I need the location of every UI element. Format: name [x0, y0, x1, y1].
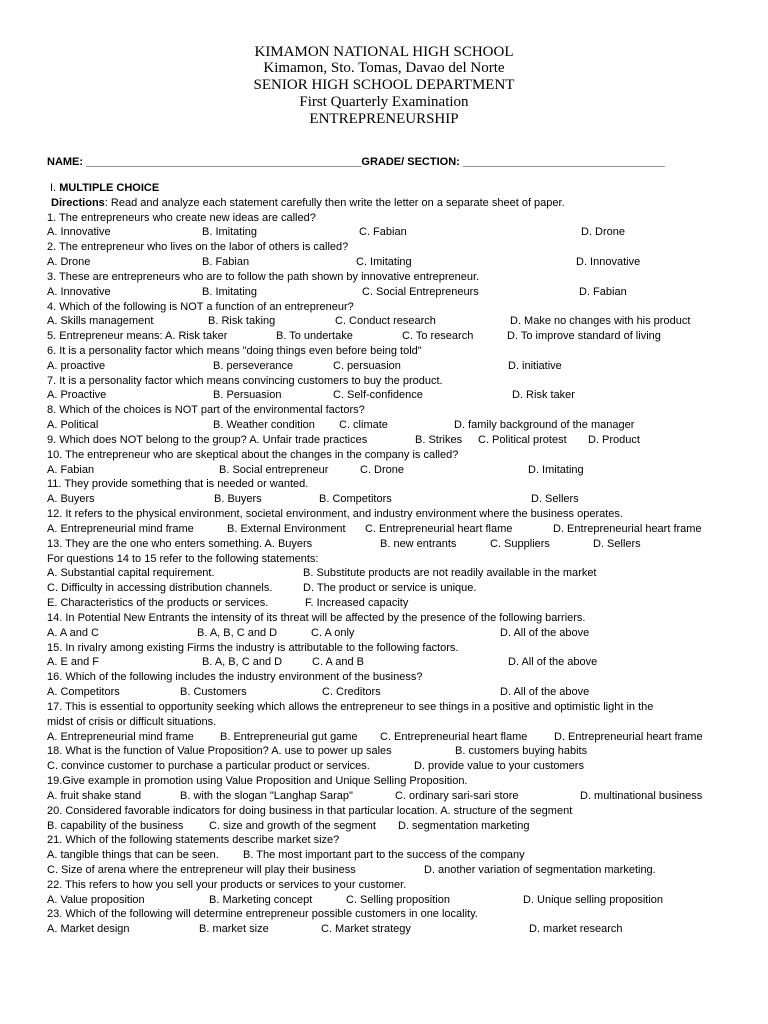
option-d: D. All of the above — [508, 656, 598, 669]
option-b: B. perseverance — [213, 359, 294, 372]
option-b: B. customers buying habits — [455, 745, 588, 758]
stem-row — [0, 878, 768, 893]
option-b: B. Marketing concept — [209, 893, 313, 906]
option-a: A. proactive — [47, 359, 106, 372]
statement-d: D. The product or service is unique. — [303, 582, 477, 595]
options-row — [0, 626, 768, 641]
question-stem: 5. Entrepreneur means: — [47, 330, 163, 343]
option-a: A. Entrepreneurial mind frame — [47, 522, 194, 535]
options-row — [0, 848, 768, 863]
option-d: D. Sellers — [531, 493, 579, 506]
options-row — [0, 418, 768, 433]
option-d: D. Unique selling proposition — [523, 893, 664, 906]
options-row — [0, 759, 768, 774]
option-a: A. Fabian — [47, 463, 95, 476]
options-row — [0, 893, 768, 908]
option-c: C. Size of arena where the entrepreneur will play their business — [47, 863, 356, 876]
option-b: B. market size — [199, 923, 269, 936]
statement-e: E. Characteristics of the products or services. — [47, 597, 269, 610]
option-b: B. Strikes — [415, 433, 463, 446]
option-c: C. Suppliers — [490, 537, 550, 550]
option-c: B. Competitors — [319, 493, 392, 506]
question-stem: 14. In Potential New Entrants the intensity of its threat will be affected by the presence of the following barriers. — [47, 611, 586, 624]
option-b: B. Social entrepreneur — [219, 463, 329, 476]
reference-intro-row — [0, 552, 768, 567]
option-c: C. To research — [402, 330, 474, 343]
question-4 — [0, 300, 768, 330]
question-17 — [0, 700, 768, 744]
options-row — [0, 522, 768, 537]
question-22 — [0, 878, 768, 908]
option-b: B. Customers — [180, 686, 247, 699]
option-d: D. Fabian — [579, 285, 627, 298]
question-stem: 7. It is a personality factor which means convincing customers to buy the product. — [47, 374, 443, 387]
stem-row — [0, 344, 768, 359]
section-heading — [0, 181, 768, 196]
directions-label: Directions — [51, 196, 105, 209]
option-d: D. Make no changes with his product — [510, 315, 691, 328]
question-19 — [0, 774, 768, 804]
question-18 — [0, 744, 768, 774]
question-1 — [0, 211, 768, 241]
question-12 — [0, 507, 768, 537]
exam-header — [0, 44, 768, 128]
name-label: NAME: — [47, 155, 87, 168]
option-d: D. provide value to your customers — [414, 760, 584, 773]
stem-options-row — [0, 433, 768, 448]
option-a: A. Proactive — [47, 389, 107, 402]
name-blank: _____________________________________________ — [86, 155, 362, 168]
stem-options-row — [0, 329, 768, 344]
option-c: C. Entrepreneurial heart flame — [365, 522, 513, 535]
stem-row — [0, 670, 768, 685]
stem-row — [0, 211, 768, 226]
department-name: SENIOR HIGH SCHOOL DEPARTMENT — [253, 77, 515, 94]
options-row — [0, 685, 768, 700]
stem-row — [0, 700, 768, 715]
statement-c: C. Difficulty in accessing distribution channels. — [47, 582, 273, 595]
question-stem: 18. What is the function of Value Proposition? — [47, 745, 269, 758]
question-20 — [0, 804, 768, 834]
exam-body — [0, 181, 768, 937]
stem-row — [0, 507, 768, 522]
options-row — [0, 359, 768, 374]
option-a: A. Innovative — [47, 285, 111, 298]
question-stem: 22. This refers to how you sell your products or services to your customer. — [47, 878, 407, 891]
option-a: A. E and F — [47, 656, 99, 669]
option-c: C. Self-confidence — [333, 389, 423, 402]
question-15 — [0, 641, 768, 671]
options-row — [0, 655, 768, 670]
section-title: MULTIPLE CHOICE — [59, 181, 160, 194]
stem-row — [0, 240, 768, 255]
options-row — [0, 730, 768, 745]
option-d: D. Entrepreneurial heart frame — [554, 730, 703, 743]
question-stem: 8. Which of the choices is NOT part of the environmental factors? — [47, 404, 365, 417]
directions-text: : Read and analyze each statement carefully then write the letter on a separate sheet of paper. — [104, 196, 565, 209]
option-a: A. Buyers — [47, 493, 95, 506]
option-d: D. another variation of segmentation marketing. — [424, 863, 656, 876]
option-a: A. Buyers — [264, 537, 313, 550]
stem-row — [0, 403, 768, 418]
question-stem: 20. Considered favorable indicators for doing business in that particular location. — [47, 804, 438, 817]
question-stem: 6. It is a personality factor which means "doing things even before being told" — [47, 345, 422, 357]
option-c: C. Imitating — [356, 256, 412, 269]
directions — [0, 196, 768, 211]
options-row — [0, 819, 768, 834]
option-d: D. family background of the manager — [454, 419, 635, 432]
stem-row — [0, 270, 768, 285]
option-b: B. Imitating — [202, 285, 258, 298]
option-b: B. Persuasion — [213, 389, 282, 402]
option-a: A. Competitors — [47, 686, 120, 699]
question-14 — [0, 611, 768, 641]
option-b: B. Imitating — [202, 226, 258, 239]
exam-title: First Quarterly Examination — [299, 93, 469, 110]
question-13 — [0, 537, 768, 552]
question-stem: 17. This is essential to opportunity seeking which allows the entrepreneur to see things in a positive and optimistic light in the — [47, 700, 654, 713]
option-b: B. External Environment — [227, 522, 346, 535]
option-c: C. climate — [339, 419, 388, 432]
option-a: A. Skills management — [47, 315, 154, 328]
reference-row — [0, 596, 768, 611]
stem-row — [0, 477, 768, 492]
option-d: D. Innovative — [576, 256, 641, 269]
option-c: C. size and growth of the segment — [209, 819, 376, 832]
question-stem: 11. They provide something that is needed or wanted. — [47, 478, 309, 491]
option-b: B. capability of the business — [47, 819, 184, 832]
options-row — [0, 255, 768, 270]
question-stem: 13. They are the one who enters something. — [47, 537, 263, 550]
option-a: A. Innovative — [47, 226, 111, 239]
option-a: A. fruit shake stand — [47, 789, 142, 802]
option-b: B. The most important part to the success of the company — [243, 849, 525, 862]
question-stem: 19.Give example in promotion using Value Proposition and Unique Selling Proposition. — [47, 775, 468, 788]
option-d: D. Product — [588, 433, 640, 446]
question-5 — [0, 329, 768, 344]
subject-title: ENTREPRENEURSHIP — [309, 110, 459, 127]
option-a: A. Risk taker — [165, 330, 228, 343]
stem-row-continued — [0, 715, 768, 730]
question-stem: 2. The entrepreneur who lives on the labor of others is called? — [47, 241, 349, 254]
stem-row — [0, 611, 768, 626]
option-b: B. To undertake — [276, 330, 353, 343]
option-d: D. All of the above — [500, 626, 590, 639]
options-row — [0, 863, 768, 878]
stem-options-row — [0, 744, 768, 759]
option-c: C. Creditors — [322, 686, 381, 699]
option-d: D. Entrepreneurial heart frame — [553, 522, 702, 535]
option-c: C. Political protest — [478, 433, 567, 446]
option-a: A. use to power up sales — [271, 745, 392, 758]
option-c: C. convince customer to purchase a particular product or services. — [47, 760, 370, 773]
question-23 — [0, 907, 768, 937]
option-a: A. Market design — [47, 923, 130, 936]
question-stem: 3. These are entrepreneurs who are to follow the path shown by innovative entrepreneur. — [47, 270, 480, 283]
option-c: C. A and B — [312, 656, 364, 669]
option-b: B. Entrepreneurial gut game — [220, 730, 358, 743]
option-c: C. Market strategy — [321, 923, 411, 936]
question-stem: 1. The entrepreneurs who create new ideas are called? — [47, 211, 316, 224]
option-c: C. Entrepreneurial heart flame — [380, 730, 528, 743]
options-row — [0, 789, 768, 804]
option-b: B. new entrants — [380, 537, 457, 550]
option-d: D. multinational business — [580, 789, 703, 802]
options-row — [0, 922, 768, 937]
options-row — [0, 388, 768, 403]
stem-options-row — [0, 804, 768, 819]
option-b: B. Fabian — [202, 256, 250, 269]
option-a: A. Unfair trade practices — [249, 433, 368, 446]
option-b: B. A, B, C and D — [197, 626, 278, 639]
reference-statements — [0, 552, 768, 611]
option-a: A. Drone — [47, 256, 91, 269]
question-stem: 15. In rivalry among existing Firms the industry is attributable to the following factors. — [47, 641, 459, 654]
question-7 — [0, 374, 768, 404]
option-d: D. segmentation marketing — [398, 819, 530, 832]
option-d: D. Sellers — [593, 537, 641, 550]
stem-row — [0, 448, 768, 463]
option-d: D. Risk taker — [512, 389, 575, 402]
stem-row — [0, 833, 768, 848]
options-row — [0, 285, 768, 300]
option-d: D. Drone — [581, 226, 626, 239]
option-d: D. initiative — [508, 359, 562, 372]
reference-row — [0, 566, 768, 581]
option-d: D. All of the above — [500, 686, 590, 699]
option-d: D. Imitating — [528, 463, 584, 476]
statement-b: B. Substitute products are not readily available in the market — [303, 567, 597, 580]
option-b: B. A, B, C and D — [202, 656, 283, 669]
question-9 — [0, 433, 768, 448]
question-stem-continued: midst of crisis or difficult situations. — [47, 715, 217, 728]
question-10 — [0, 448, 768, 478]
statement-f: F. Increased capacity — [305, 597, 409, 610]
option-d: D. market research — [529, 923, 623, 936]
option-b: B. Buyers — [214, 493, 262, 506]
option-d: D. To improve standard of living — [507, 330, 661, 343]
options-row — [0, 463, 768, 478]
question-16 — [0, 670, 768, 700]
question-2 — [0, 240, 768, 270]
statement-a: A. Substantial capital requirement. — [47, 567, 215, 580]
stem-row — [0, 300, 768, 315]
option-b: B. Risk taking — [208, 315, 276, 328]
question-21 — [0, 833, 768, 877]
option-a: A. Entrepreneurial mind frame — [47, 730, 194, 743]
question-3 — [0, 270, 768, 300]
option-c: C. Fabian — [359, 226, 407, 239]
options-row — [0, 314, 768, 329]
option-a: A. tangible things that can be seen. — [47, 849, 219, 862]
stem-row — [0, 774, 768, 789]
option-a: A. structure of the segment — [440, 804, 573, 817]
stem-row — [0, 374, 768, 389]
option-c: C. ordinary sari-sari store — [395, 789, 519, 802]
options-row — [0, 225, 768, 240]
section-number: I. — [50, 181, 57, 194]
options-row — [0, 492, 768, 507]
question-stem: 12. It refers to the physical environment, societal environment, and industry environment where the business operates. — [47, 508, 623, 521]
option-a: A. Political — [47, 419, 99, 432]
question-stem: 23. Which of the following will determine entrepreneur possible customers in one locality. — [47, 908, 478, 921]
option-b: B. Weather condition — [213, 419, 315, 432]
question-stem: 10. The entrepreneur who are skeptical about the changes in the company is called? — [47, 448, 459, 461]
grade-section-label: GRADE/ SECTION: — [361, 155, 463, 168]
option-c: C. Selling proposition — [346, 893, 450, 906]
option-c: C. Drone — [360, 463, 405, 476]
stem-row — [0, 907, 768, 922]
question-6 — [0, 344, 768, 374]
question-stem: 4. Which of the following is NOT a function of an entrepreneur? — [47, 300, 354, 313]
option-c: C. Social Entrepreneurs — [362, 285, 479, 298]
stem-options-row — [0, 537, 768, 552]
option-a: A. Value proposition — [47, 893, 145, 906]
option-c: C. Conduct research — [335, 315, 436, 328]
grade-section-blank: _________________________________ — [462, 155, 665, 168]
option-a: A. A and C — [47, 626, 99, 639]
stem-row — [0, 641, 768, 656]
question-11 — [0, 477, 768, 507]
reference-row — [0, 581, 768, 596]
question-stem: 9. Which does NOT belong to the group? — [47, 433, 247, 446]
question-stem: 21. Which of the following statements describe market size? — [47, 834, 340, 847]
option-c: C. persuasion — [333, 359, 401, 372]
question-8 — [0, 403, 768, 433]
option-c: C. A only — [311, 626, 355, 639]
question-stem: 16. Which of the following includes the industry environment of the business? — [47, 671, 423, 684]
school-address: Kimamon, Sto. Tomas, Davao del Norte — [263, 60, 505, 77]
school-name: KIMAMON NATIONAL HIGH SCHOOL — [254, 43, 514, 60]
reference-intro: For questions 14 to 15 refer to the following statements: — [47, 552, 319, 565]
option-b: B. with the slogan "Langhap Sarap" — [180, 789, 353, 802]
student-info-line — [47, 155, 665, 170]
